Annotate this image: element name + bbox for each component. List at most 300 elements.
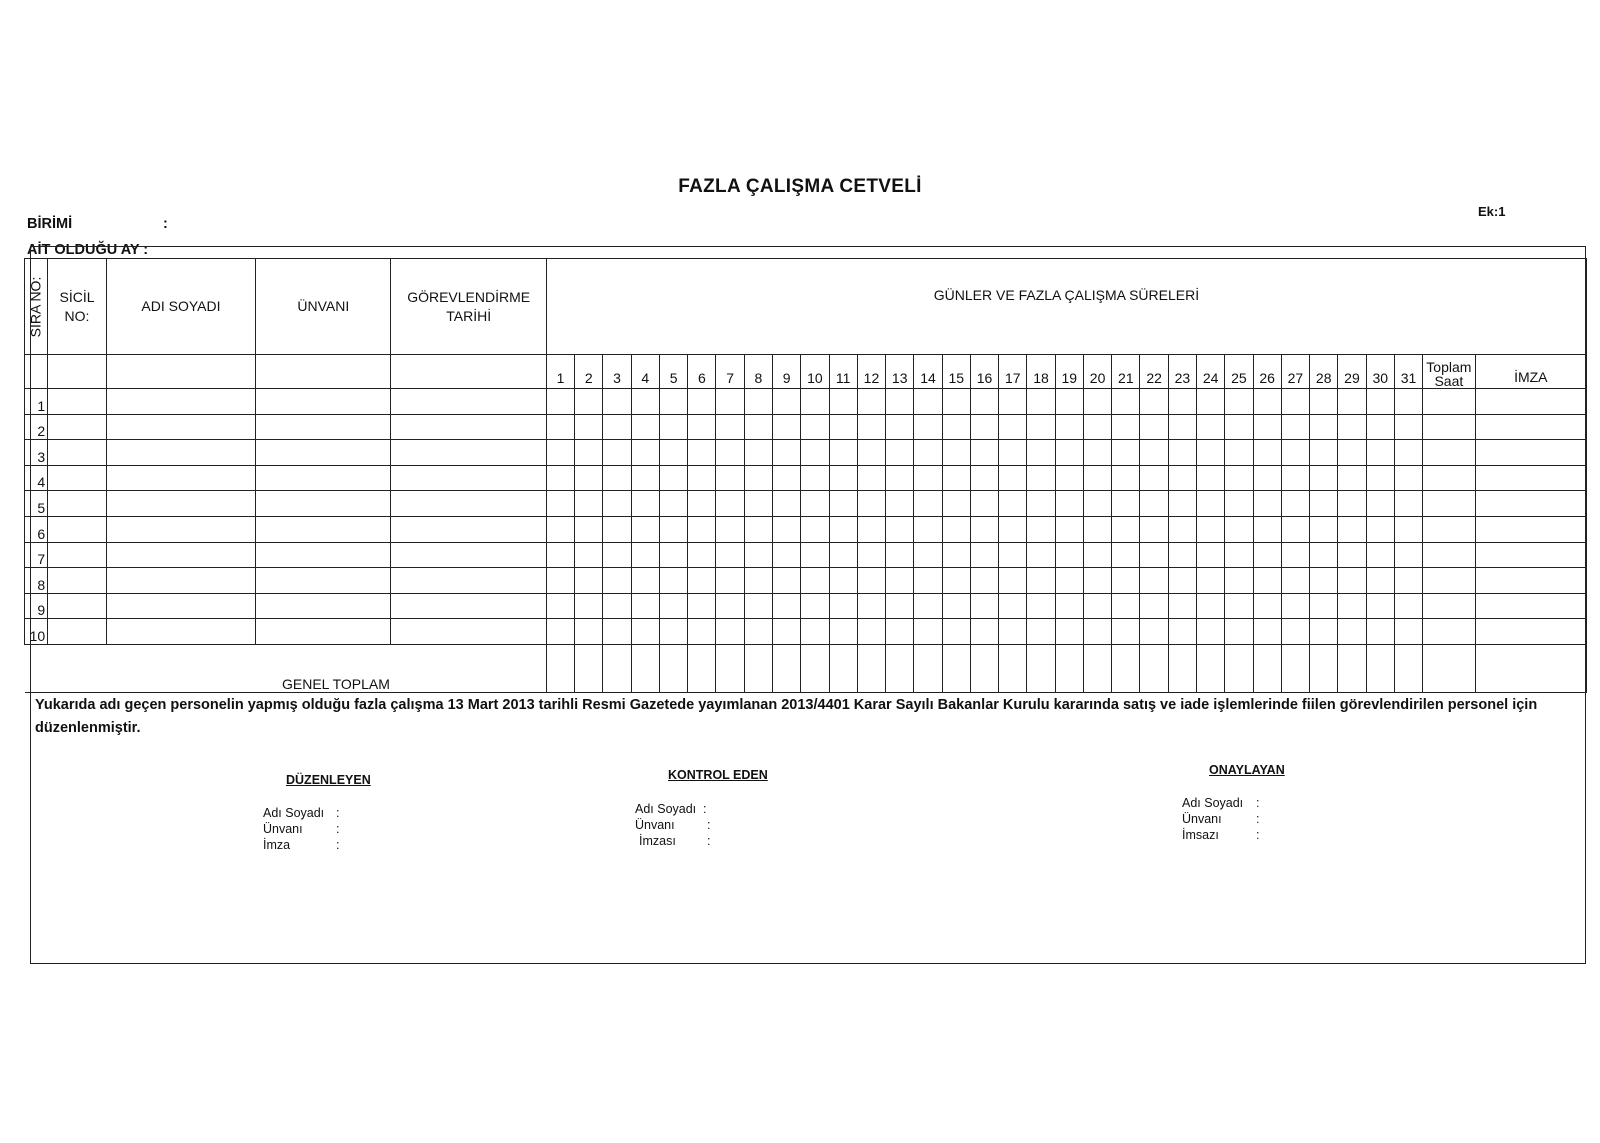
- table-cell[interactable]: [48, 440, 107, 466]
- table-cell[interactable]: [801, 593, 829, 619]
- table-cell[interactable]: [1475, 491, 1586, 517]
- table-cell[interactable]: [970, 568, 998, 594]
- table-cell[interactable]: [1310, 568, 1338, 594]
- table-cell[interactable]: [1225, 516, 1253, 542]
- table-cell[interactable]: [1394, 389, 1422, 415]
- table-cell[interactable]: [106, 414, 255, 440]
- table-cell[interactable]: [942, 389, 970, 415]
- table-cell[interactable]: [1055, 542, 1083, 568]
- table-cell[interactable]: [575, 389, 603, 415]
- table-cell[interactable]: [1366, 414, 1394, 440]
- table-cell[interactable]: [801, 619, 829, 645]
- table-cell[interactable]: [970, 465, 998, 491]
- table-cell[interactable]: [546, 491, 574, 517]
- table-cell[interactable]: [716, 389, 744, 415]
- table-cell[interactable]: [256, 542, 391, 568]
- table-cell[interactable]: [106, 593, 255, 619]
- table-cell[interactable]: [1310, 465, 1338, 491]
- table-cell[interactable]: [256, 593, 391, 619]
- table-cell[interactable]: [1112, 491, 1140, 517]
- table-cell[interactable]: [914, 491, 942, 517]
- table-cell[interactable]: [773, 465, 801, 491]
- table-cell[interactable]: [546, 568, 574, 594]
- table-cell[interactable]: [1423, 465, 1475, 491]
- table-cell[interactable]: [829, 619, 857, 645]
- table-cell[interactable]: [1225, 491, 1253, 517]
- table-cell[interactable]: [391, 465, 546, 491]
- table-cell[interactable]: [688, 619, 716, 645]
- table-cell[interactable]: [256, 619, 391, 645]
- table-cell[interactable]: [801, 414, 829, 440]
- table-cell[interactable]: [773, 389, 801, 415]
- table-cell[interactable]: [688, 440, 716, 466]
- table-cell[interactable]: [1253, 491, 1281, 517]
- table-cell[interactable]: [659, 491, 687, 517]
- table-cell[interactable]: [603, 516, 631, 542]
- table-cell[interactable]: [659, 542, 687, 568]
- table-cell[interactable]: [773, 542, 801, 568]
- table-cell[interactable]: [1083, 389, 1111, 415]
- table-cell[interactable]: [1225, 465, 1253, 491]
- table-cell[interactable]: [773, 619, 801, 645]
- table-cell[interactable]: [914, 440, 942, 466]
- table-cell[interactable]: [1168, 619, 1196, 645]
- table-cell[interactable]: [1168, 414, 1196, 440]
- table-cell[interactable]: [575, 414, 603, 440]
- table-cell[interactable]: [1475, 619, 1586, 645]
- grand-total-cell[interactable]: [857, 644, 885, 692]
- table-cell[interactable]: [1366, 619, 1394, 645]
- table-cell[interactable]: [1140, 389, 1168, 415]
- table-cell[interactable]: [942, 593, 970, 619]
- table-cell[interactable]: [1225, 542, 1253, 568]
- table-cell[interactable]: [1394, 465, 1422, 491]
- grand-total-cell[interactable]: [546, 644, 574, 692]
- table-cell[interactable]: [999, 491, 1027, 517]
- table-cell[interactable]: [886, 465, 914, 491]
- table-cell[interactable]: [1027, 440, 1055, 466]
- table-cell[interactable]: [1197, 440, 1225, 466]
- table-cell[interactable]: [1083, 542, 1111, 568]
- table-cell[interactable]: [603, 491, 631, 517]
- grand-total-cell[interactable]: [1310, 644, 1338, 692]
- table-cell[interactable]: [1394, 516, 1422, 542]
- table-cell[interactable]: [1083, 568, 1111, 594]
- table-cell[interactable]: [886, 542, 914, 568]
- table-cell[interactable]: [1310, 542, 1338, 568]
- table-cell[interactable]: [886, 593, 914, 619]
- grand-total-cell[interactable]: [999, 644, 1027, 692]
- table-cell[interactable]: [857, 619, 885, 645]
- table-cell[interactable]: [659, 593, 687, 619]
- table-cell[interactable]: [1112, 568, 1140, 594]
- table-cell[interactable]: [942, 542, 970, 568]
- table-cell[interactable]: [1225, 619, 1253, 645]
- table-cell[interactable]: [744, 568, 772, 594]
- table-cell[interactable]: [391, 389, 546, 415]
- table-cell[interactable]: [999, 414, 1027, 440]
- table-cell[interactable]: [1055, 516, 1083, 542]
- table-cell[interactable]: [1366, 568, 1394, 594]
- table-cell[interactable]: [1083, 516, 1111, 542]
- table-cell[interactable]: [1055, 593, 1083, 619]
- table-cell[interactable]: [999, 465, 1027, 491]
- table-cell[interactable]: [1253, 440, 1281, 466]
- grand-total-cell[interactable]: [1423, 644, 1475, 692]
- table-cell[interactable]: [1475, 440, 1586, 466]
- table-cell[interactable]: [999, 389, 1027, 415]
- table-cell[interactable]: [603, 568, 631, 594]
- table-cell[interactable]: [999, 440, 1027, 466]
- table-cell[interactable]: [773, 440, 801, 466]
- table-cell[interactable]: [48, 389, 107, 415]
- table-cell[interactable]: [1140, 440, 1168, 466]
- table-cell[interactable]: [1281, 465, 1309, 491]
- grand-total-cell[interactable]: [1197, 644, 1225, 692]
- table-cell[interactable]: [631, 414, 659, 440]
- table-cell[interactable]: [1168, 389, 1196, 415]
- table-cell[interactable]: [1338, 389, 1366, 415]
- table-cell[interactable]: [603, 389, 631, 415]
- table-cell[interactable]: [631, 568, 659, 594]
- table-cell[interactable]: [1475, 593, 1586, 619]
- table-cell[interactable]: [1055, 414, 1083, 440]
- table-cell[interactable]: [1338, 516, 1366, 542]
- table-cell[interactable]: [1027, 491, 1055, 517]
- table-cell[interactable]: [744, 619, 772, 645]
- table-cell[interactable]: [1225, 389, 1253, 415]
- table-cell[interactable]: [716, 516, 744, 542]
- table-cell[interactable]: [773, 568, 801, 594]
- grand-total-cell[interactable]: [1055, 644, 1083, 692]
- grand-total-cell[interactable]: [1253, 644, 1281, 692]
- table-cell[interactable]: [1366, 542, 1394, 568]
- table-cell[interactable]: [773, 593, 801, 619]
- table-cell[interactable]: [1055, 568, 1083, 594]
- table-cell[interactable]: [716, 465, 744, 491]
- table-cell[interactable]: [603, 619, 631, 645]
- table-cell[interactable]: [801, 568, 829, 594]
- table-cell[interactable]: [106, 465, 255, 491]
- table-cell[interactable]: [1112, 516, 1140, 542]
- table-cell[interactable]: [1338, 593, 1366, 619]
- table-cell[interactable]: [914, 465, 942, 491]
- table-cell[interactable]: [1281, 568, 1309, 594]
- table-cell[interactable]: [631, 516, 659, 542]
- table-cell[interactable]: [1027, 465, 1055, 491]
- table-cell[interactable]: [886, 619, 914, 645]
- table-cell[interactable]: [999, 542, 1027, 568]
- grand-total-cell[interactable]: [801, 644, 829, 692]
- table-cell[interactable]: [1338, 491, 1366, 517]
- grand-total-cell[interactable]: [1083, 644, 1111, 692]
- table-cell[interactable]: [659, 465, 687, 491]
- table-cell[interactable]: [1112, 593, 1140, 619]
- table-cell[interactable]: [575, 465, 603, 491]
- table-cell[interactable]: [970, 516, 998, 542]
- table-cell[interactable]: [1423, 414, 1475, 440]
- table-cell[interactable]: [744, 440, 772, 466]
- grand-total-cell[interactable]: [1112, 644, 1140, 692]
- table-cell[interactable]: [1338, 440, 1366, 466]
- table-cell[interactable]: [1310, 593, 1338, 619]
- table-cell[interactable]: [1423, 389, 1475, 415]
- table-cell[interactable]: [1338, 568, 1366, 594]
- table-cell[interactable]: [256, 440, 391, 466]
- table-cell[interactable]: [546, 619, 574, 645]
- table-cell[interactable]: [546, 542, 574, 568]
- table-cell[interactable]: [1140, 619, 1168, 645]
- table-cell[interactable]: [1394, 568, 1422, 594]
- table-cell[interactable]: [1027, 593, 1055, 619]
- table-cell[interactable]: [1366, 491, 1394, 517]
- table-cell[interactable]: [631, 542, 659, 568]
- table-cell[interactable]: [546, 516, 574, 542]
- table-cell[interactable]: [801, 465, 829, 491]
- table-cell[interactable]: [688, 568, 716, 594]
- grand-total-cell[interactable]: [744, 644, 772, 692]
- table-cell[interactable]: [970, 440, 998, 466]
- grand-total-cell[interactable]: [1225, 644, 1253, 692]
- table-cell[interactable]: [1338, 465, 1366, 491]
- table-cell[interactable]: [1225, 440, 1253, 466]
- table-cell[interactable]: [886, 414, 914, 440]
- table-cell[interactable]: [1475, 516, 1586, 542]
- table-cell[interactable]: [48, 491, 107, 517]
- table-cell[interactable]: [1281, 516, 1309, 542]
- table-cell[interactable]: [1366, 465, 1394, 491]
- table-cell[interactable]: [744, 542, 772, 568]
- table-cell[interactable]: [575, 516, 603, 542]
- table-cell[interactable]: [716, 593, 744, 619]
- table-cell[interactable]: [575, 542, 603, 568]
- table-cell[interactable]: [1423, 542, 1475, 568]
- table-cell[interactable]: [106, 568, 255, 594]
- table-cell[interactable]: [914, 542, 942, 568]
- table-cell[interactable]: [773, 516, 801, 542]
- table-cell[interactable]: [1475, 414, 1586, 440]
- table-cell[interactable]: [773, 414, 801, 440]
- table-cell[interactable]: [716, 491, 744, 517]
- table-cell[interactable]: [106, 491, 255, 517]
- table-cell[interactable]: [1475, 568, 1586, 594]
- table-cell[interactable]: [1168, 491, 1196, 517]
- table-cell[interactable]: [106, 542, 255, 568]
- table-cell[interactable]: [829, 542, 857, 568]
- table-cell[interactable]: [970, 619, 998, 645]
- table-cell[interactable]: [1140, 414, 1168, 440]
- table-cell[interactable]: [659, 440, 687, 466]
- table-cell[interactable]: [659, 414, 687, 440]
- table-cell[interactable]: [1140, 593, 1168, 619]
- table-cell[interactable]: [256, 568, 391, 594]
- table-cell[interactable]: [1055, 440, 1083, 466]
- table-cell[interactable]: [256, 465, 391, 491]
- table-cell[interactable]: [1055, 465, 1083, 491]
- table-cell[interactable]: [1197, 542, 1225, 568]
- table-cell[interactable]: [688, 389, 716, 415]
- table-cell[interactable]: [546, 465, 574, 491]
- table-cell[interactable]: [48, 593, 107, 619]
- table-cell[interactable]: [999, 593, 1027, 619]
- grand-total-cell[interactable]: [603, 644, 631, 692]
- table-cell[interactable]: [1281, 491, 1309, 517]
- table-cell[interactable]: [914, 389, 942, 415]
- table-cell[interactable]: [744, 389, 772, 415]
- table-cell[interactable]: [970, 414, 998, 440]
- table-cell[interactable]: [575, 440, 603, 466]
- table-cell[interactable]: [744, 593, 772, 619]
- table-cell[interactable]: [391, 542, 546, 568]
- table-cell[interactable]: [1281, 542, 1309, 568]
- table-cell[interactable]: [1225, 414, 1253, 440]
- table-cell[interactable]: [970, 593, 998, 619]
- table-cell[interactable]: [857, 542, 885, 568]
- table-cell[interactable]: [1225, 593, 1253, 619]
- table-cell[interactable]: [1338, 542, 1366, 568]
- grand-total-cell[interactable]: [1475, 644, 1586, 692]
- table-cell[interactable]: [1253, 516, 1281, 542]
- table-cell[interactable]: [659, 619, 687, 645]
- table-cell[interactable]: [970, 389, 998, 415]
- grand-total-cell[interactable]: [1140, 644, 1168, 692]
- table-cell[interactable]: [1197, 593, 1225, 619]
- table-cell[interactable]: [1027, 516, 1055, 542]
- table-cell[interactable]: [48, 414, 107, 440]
- table-cell[interactable]: [1394, 440, 1422, 466]
- table-cell[interactable]: [914, 516, 942, 542]
- table-cell[interactable]: [744, 414, 772, 440]
- table-cell[interactable]: [48, 568, 107, 594]
- grand-total-cell[interactable]: [829, 644, 857, 692]
- grand-total-cell[interactable]: [716, 644, 744, 692]
- grand-total-cell[interactable]: [659, 644, 687, 692]
- table-cell[interactable]: [886, 516, 914, 542]
- table-cell[interactable]: [1253, 593, 1281, 619]
- table-cell[interactable]: [48, 619, 107, 645]
- table-cell[interactable]: [631, 389, 659, 415]
- grand-total-cell[interactable]: [631, 644, 659, 692]
- table-cell[interactable]: [914, 619, 942, 645]
- table-cell[interactable]: [886, 491, 914, 517]
- table-cell[interactable]: [106, 516, 255, 542]
- table-cell[interactable]: [1475, 389, 1586, 415]
- table-cell[interactable]: [1394, 619, 1422, 645]
- table-cell[interactable]: [391, 568, 546, 594]
- table-cell[interactable]: [1338, 414, 1366, 440]
- table-cell[interactable]: [829, 516, 857, 542]
- table-cell[interactable]: [999, 516, 1027, 542]
- table-cell[interactable]: [744, 491, 772, 517]
- table-cell[interactable]: [801, 542, 829, 568]
- table-cell[interactable]: [801, 440, 829, 466]
- table-cell[interactable]: [1423, 619, 1475, 645]
- table-cell[interactable]: [1197, 465, 1225, 491]
- table-cell[interactable]: [942, 568, 970, 594]
- table-cell[interactable]: [1253, 619, 1281, 645]
- table-cell[interactable]: [631, 593, 659, 619]
- table-cell[interactable]: [1027, 414, 1055, 440]
- table-cell[interactable]: [942, 414, 970, 440]
- grand-total-cell[interactable]: [970, 644, 998, 692]
- table-cell[interactable]: [603, 440, 631, 466]
- table-cell[interactable]: [999, 619, 1027, 645]
- table-cell[interactable]: [942, 465, 970, 491]
- table-cell[interactable]: [603, 414, 631, 440]
- table-cell[interactable]: [631, 619, 659, 645]
- table-cell[interactable]: [1083, 440, 1111, 466]
- table-cell[interactable]: [1112, 389, 1140, 415]
- table-cell[interactable]: [546, 414, 574, 440]
- grand-total-cell[interactable]: [914, 644, 942, 692]
- table-cell[interactable]: [744, 465, 772, 491]
- table-cell[interactable]: [1366, 440, 1394, 466]
- table-cell[interactable]: [801, 516, 829, 542]
- table-cell[interactable]: [1423, 440, 1475, 466]
- table-cell[interactable]: [970, 491, 998, 517]
- table-cell[interactable]: [1310, 414, 1338, 440]
- table-cell[interactable]: [688, 542, 716, 568]
- table-cell[interactable]: [106, 389, 255, 415]
- table-cell[interactable]: [106, 440, 255, 466]
- table-cell[interactable]: [773, 491, 801, 517]
- table-cell[interactable]: [546, 593, 574, 619]
- table-cell[interactable]: [914, 593, 942, 619]
- table-cell[interactable]: [1225, 568, 1253, 594]
- table-cell[interactable]: [1197, 619, 1225, 645]
- table-cell[interactable]: [829, 491, 857, 517]
- table-cell[interactable]: [256, 491, 391, 517]
- table-cell[interactable]: [1140, 568, 1168, 594]
- table-cell[interactable]: [857, 414, 885, 440]
- table-cell[interactable]: [1197, 568, 1225, 594]
- table-cell[interactable]: [801, 389, 829, 415]
- table-cell[interactable]: [1423, 516, 1475, 542]
- table-cell[interactable]: [256, 389, 391, 415]
- table-cell[interactable]: [1027, 568, 1055, 594]
- table-cell[interactable]: [1027, 542, 1055, 568]
- table-cell[interactable]: [1475, 465, 1586, 491]
- table-cell[interactable]: [1168, 440, 1196, 466]
- table-cell[interactable]: [716, 568, 744, 594]
- table-cell[interactable]: [1083, 465, 1111, 491]
- table-cell[interactable]: [575, 619, 603, 645]
- table-cell[interactable]: [886, 568, 914, 594]
- table-cell[interactable]: [1475, 542, 1586, 568]
- table-cell[interactable]: [1253, 414, 1281, 440]
- table-cell[interactable]: [1394, 414, 1422, 440]
- table-cell[interactable]: [857, 516, 885, 542]
- table-cell[interactable]: [1310, 516, 1338, 542]
- grand-total-cell[interactable]: [1281, 644, 1309, 692]
- table-cell[interactable]: [688, 593, 716, 619]
- table-cell[interactable]: [1168, 568, 1196, 594]
- grand-total-cell[interactable]: [1168, 644, 1196, 692]
- table-cell[interactable]: [391, 440, 546, 466]
- table-cell[interactable]: [1140, 516, 1168, 542]
- table-cell[interactable]: [1253, 568, 1281, 594]
- table-cell[interactable]: [886, 389, 914, 415]
- table-cell[interactable]: [942, 491, 970, 517]
- table-cell[interactable]: [999, 568, 1027, 594]
- table-cell[interactable]: [1197, 414, 1225, 440]
- table-cell[interactable]: [603, 465, 631, 491]
- table-cell[interactable]: [1112, 465, 1140, 491]
- table-cell[interactable]: [829, 568, 857, 594]
- table-cell[interactable]: [1310, 619, 1338, 645]
- table-cell[interactable]: [1394, 593, 1422, 619]
- table-cell[interactable]: [256, 414, 391, 440]
